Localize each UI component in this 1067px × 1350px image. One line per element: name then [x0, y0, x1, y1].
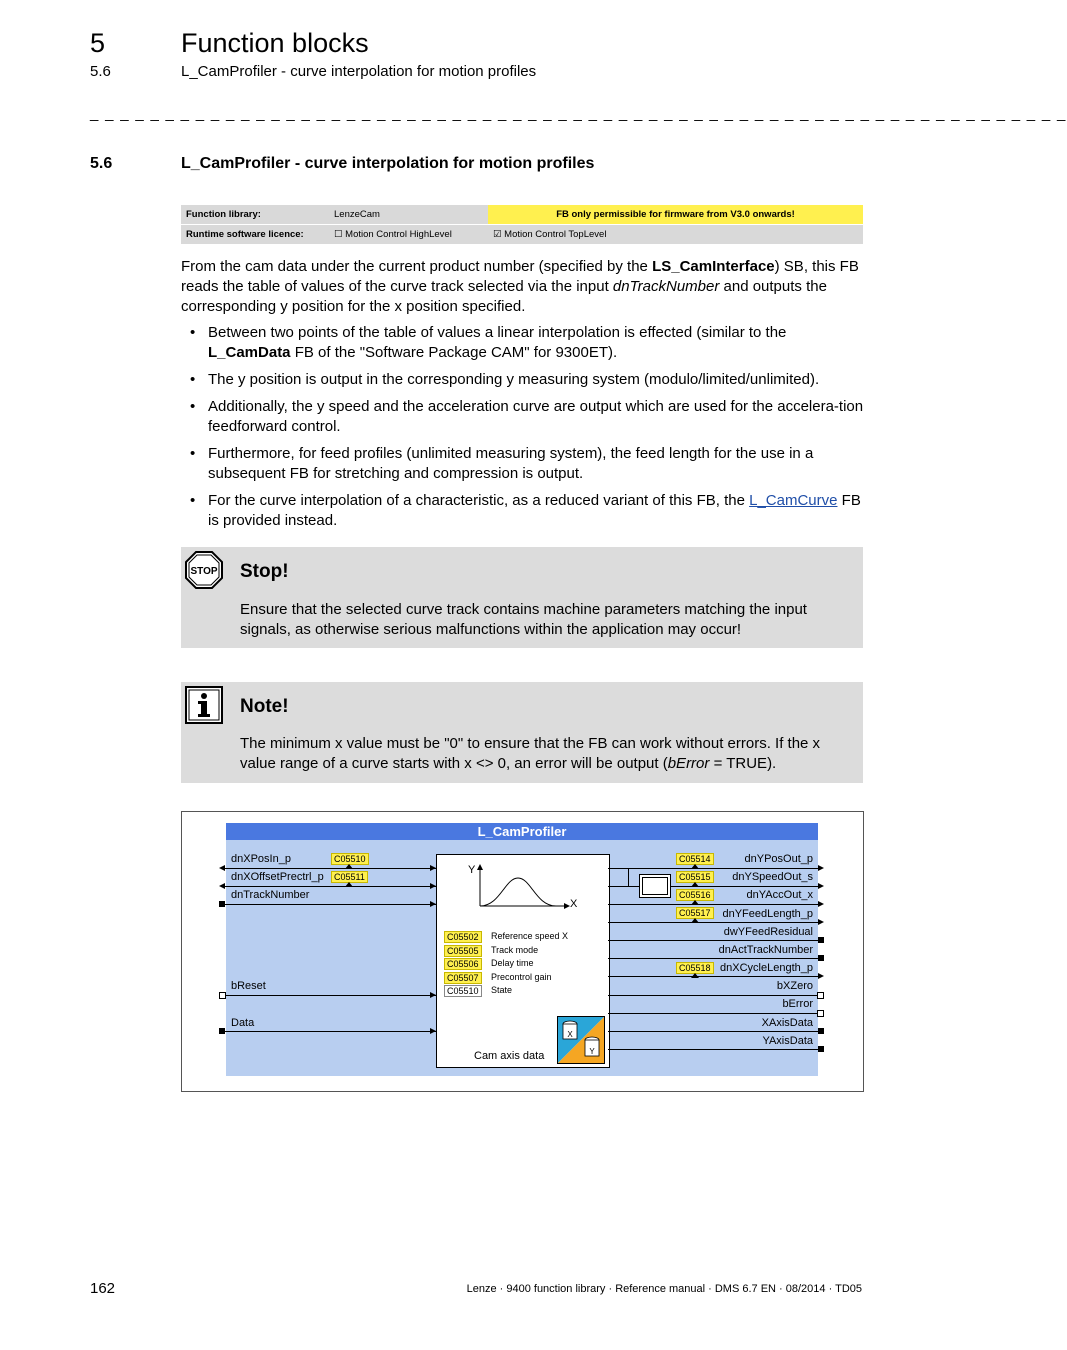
code-marker — [691, 918, 699, 923]
bullet-text: Between two points of the table of values a linear interpolation is effected (similar to the — [208, 324, 787, 341]
info-table — [181, 205, 863, 245]
param-label: Delay time — [491, 958, 534, 968]
code-badge: C05517 — [676, 907, 714, 919]
output-terminal — [817, 992, 824, 999]
output-line — [608, 1031, 818, 1032]
param-label: Track mode — [491, 945, 539, 955]
output-line — [608, 976, 818, 977]
output-dnyaccout-x: dnYAccOut_x — [746, 889, 813, 901]
output-dwyfeedresidual: dwYFeedResidual — [723, 926, 813, 938]
output-berror: bError — [782, 998, 813, 1010]
param-code: C05507 — [444, 972, 482, 984]
licence-option-highlevel: ☐ Motion Control HighLevel — [329, 225, 488, 245]
output-arrow — [818, 919, 824, 925]
input-terminal — [219, 992, 226, 999]
input-terminal — [219, 901, 225, 907]
stop-box — [181, 547, 863, 648]
output-dnxcyclelength-p: dnXCycleLength_p — [720, 962, 813, 974]
differentiator-inner — [642, 877, 668, 895]
input-terminal — [219, 1028, 225, 1034]
note-text-b: = TRUE). — [709, 755, 777, 772]
bullet-text: The y position is output in the corresponding y measuring system (modulo/limited/unlimited). — [208, 371, 820, 388]
param-label: Precontrol gain — [491, 972, 552, 982]
code-badge: C05515 — [676, 871, 714, 883]
intro-text-3: and outputs the corresponding y position for the x position specified. — [181, 278, 827, 315]
output-yaxisdata: YAxisData — [762, 1035, 813, 1047]
header-section-number: 5.6 — [90, 63, 111, 80]
function-library-value: LenzeCam — [329, 205, 488, 225]
stop-icon-text: STOP — [190, 566, 218, 577]
intro-text-1: From the cam data under the current product number (specified by the — [181, 258, 653, 275]
note-text — [240, 734, 850, 774]
code-badge: C05510 — [331, 853, 369, 865]
cam-axis-data-label: Cam axis data — [474, 1050, 545, 1062]
graph-x-label: X — [570, 898, 578, 910]
param-label: Reference speed X — [491, 931, 569, 941]
page-number: 162 — [90, 1280, 116, 1297]
code-marker — [691, 882, 699, 887]
cam-icon-y: Y — [589, 1047, 595, 1056]
function-block-title: L_CamProfiler — [226, 823, 818, 840]
output-line — [608, 958, 818, 959]
input-line — [222, 995, 436, 996]
section-title: L_CamProfiler - curve interpolation for motion profiles — [181, 155, 595, 172]
branch-line — [628, 886, 639, 887]
code-badge: C05518 — [676, 962, 714, 974]
bullet-bold: L_CamData — [208, 344, 291, 361]
code-marker — [345, 864, 353, 869]
output-line — [608, 995, 818, 996]
intro-italic: dnTrackNumber — [612, 278, 720, 295]
chapter-title: Function blocks — [181, 28, 369, 58]
section-number: 5.6 — [90, 155, 113, 172]
output-dnyspeedout-s: dnYSpeedOut_s — [732, 871, 813, 883]
cam-axis-data-icon — [557, 1016, 605, 1064]
note-box — [181, 682, 863, 783]
list-item: • The y position is output in the corresponding y measuring system (modulo/limited/unlimited). — [190, 371, 820, 388]
input-data: Data — [231, 1017, 255, 1029]
output-line — [608, 940, 818, 941]
code-badge: C05516 — [676, 889, 714, 901]
code-marker — [691, 973, 699, 978]
table-row — [181, 205, 863, 225]
stop-icon — [185, 551, 223, 589]
output-terminal — [818, 1046, 824, 1052]
input-dntracknumber: dnTrackNumber — [231, 889, 310, 901]
param-code: C05502 — [444, 931, 482, 943]
input-arrow — [219, 883, 225, 889]
output-arrow — [818, 901, 824, 907]
input-breset: bReset — [231, 980, 266, 992]
param-code: C05510 — [444, 985, 482, 997]
output-line — [608, 904, 818, 905]
output-bxzero: bXZero — [776, 980, 813, 992]
output-arrow — [818, 883, 824, 889]
branch-line — [628, 868, 629, 886]
header-rule: _ _ _ _ _ _ _ _ _ _ _ _ _ _ _ _ _ _ _ _ _ _ _ _ _ _ _ _ _ _ _ _ _ _ _ _ _ _ _ _ _ _ _ _ _ _ _ _ _ _ _ _ _ _ _ _ _ _ _ _ _ _ _ _ _ — [90, 105, 1067, 122]
list-item: • Between two points of the table of values a linear interpolation is effected (similar to the L_CamData FB of the "Software Package CAM" for 9300ET). — [190, 324, 787, 361]
licence-label: Runtime software licence: — [181, 225, 329, 245]
cam-icon-x: X — [567, 1030, 573, 1039]
bullet-text: FB is provided instead. — [208, 492, 861, 529]
bullet-text: Additionally, the y speed and the acceleration curve are output which are used for the accelera-tion feedforward control. — [208, 398, 864, 435]
list-item: • Furthermore, for feed profiles (unlimited measuring system), the feed length for the use in a subsequent FB for stretching and compression is output. — [190, 445, 814, 482]
bullet-text: For the curve interpolation of a characteristic, as a reduced variant of this FB, the — [208, 492, 750, 509]
output-line — [608, 868, 818, 869]
output-arrow — [818, 973, 824, 979]
output-line — [608, 1013, 818, 1014]
stop-title: Stop! — [240, 561, 289, 582]
output-line — [608, 922, 818, 923]
code-badge: C05514 — [676, 853, 714, 865]
input-line — [222, 1031, 436, 1032]
code-badge: C05511 — [331, 871, 368, 883]
output-terminal — [818, 955, 824, 961]
bullet-text: FB of the "Software Package CAM" for 9300ET). — [290, 344, 618, 361]
input-dnxoffsetprectrl-p: dnXOffsetPrectrl_p — [231, 871, 324, 883]
output-dnacttracknumber: dnActTrackNumber — [718, 944, 813, 956]
header-section-title: L_CamProfiler - curve interpolation for motion profiles — [181, 63, 537, 80]
graph-y-label: Y — [468, 864, 476, 876]
input-line — [222, 886, 436, 887]
info-icon — [185, 686, 223, 724]
input-line — [222, 904, 436, 905]
intro-text-2: ) SB, this FB reads the table of values of the curve track selected via the input — [181, 258, 859, 295]
output-xaxisdata: XAxisData — [761, 1017, 813, 1029]
note-text-a: The minimum x value must be "0" to ensure that the FB can work without errors. If the x value range of a curve starts with x <> 0, an error will be output ( — [240, 735, 821, 772]
code-marker — [691, 864, 699, 869]
firmware-note: FB only permissible for firmware from V3.0 onwards! — [488, 205, 863, 225]
list-item: • For the curve interpolation of a characteristic, as a reduced variant of this FB, the L_CamCurve FB is provided instead. — [190, 492, 861, 529]
licence-option-toplevel: ☑ Motion Control TopLevel — [488, 225, 863, 245]
l-camcurve-link[interactable]: L_CamCurve — [749, 492, 838, 509]
output-line — [608, 1049, 818, 1050]
bullet-list — [181, 323, 865, 538]
param-code: C05505 — [444, 945, 482, 957]
table-row — [181, 225, 863, 245]
output-dnyfeedlength-p: dnYFeedLength_p — [722, 908, 813, 920]
output-terminal — [817, 1010, 824, 1017]
output-terminal — [818, 1028, 824, 1034]
note-text-italic: bError — [667, 755, 710, 772]
output-arrow — [818, 865, 824, 871]
stop-text: Ensure that the selected curve track contains machine parameters matching the input signals, as otherwise serious malfunctions within the application may occur! — [240, 601, 807, 638]
output-dnyposout-p: dnYPosOut_p — [744, 853, 813, 865]
footer-text: Lenze · 9400 function library · Reference manual · DMS 6.7 EN · 08/2014 · TD05 — [466, 1283, 862, 1295]
input-line — [222, 868, 436, 869]
function-library-label: Function library: — [181, 205, 329, 225]
code-marker — [691, 900, 699, 905]
output-terminal — [818, 937, 824, 943]
list-item: • Additionally, the y speed and the acceleration curve are output which are used for the accelera-tion feedforward control. — [190, 398, 864, 435]
input-arrow — [219, 865, 225, 871]
intro-bold: LS_CamInterface — [652, 258, 775, 275]
input-dnxposin-p: dnXPosIn_p — [231, 853, 291, 865]
intro-paragraph — [181, 257, 865, 317]
bullet-text: Furthermore, for feed profiles (unlimited measuring system), the feed length for the use in a subsequent FB for stretching and compression is output. — [208, 445, 814, 482]
note-title: Note! — [240, 696, 289, 717]
code-marker — [345, 882, 353, 887]
curve-graph — [460, 862, 585, 912]
chapter-number: 5 — [90, 28, 106, 58]
param-label: State — [491, 985, 513, 995]
param-code: C05506 — [444, 958, 482, 970]
